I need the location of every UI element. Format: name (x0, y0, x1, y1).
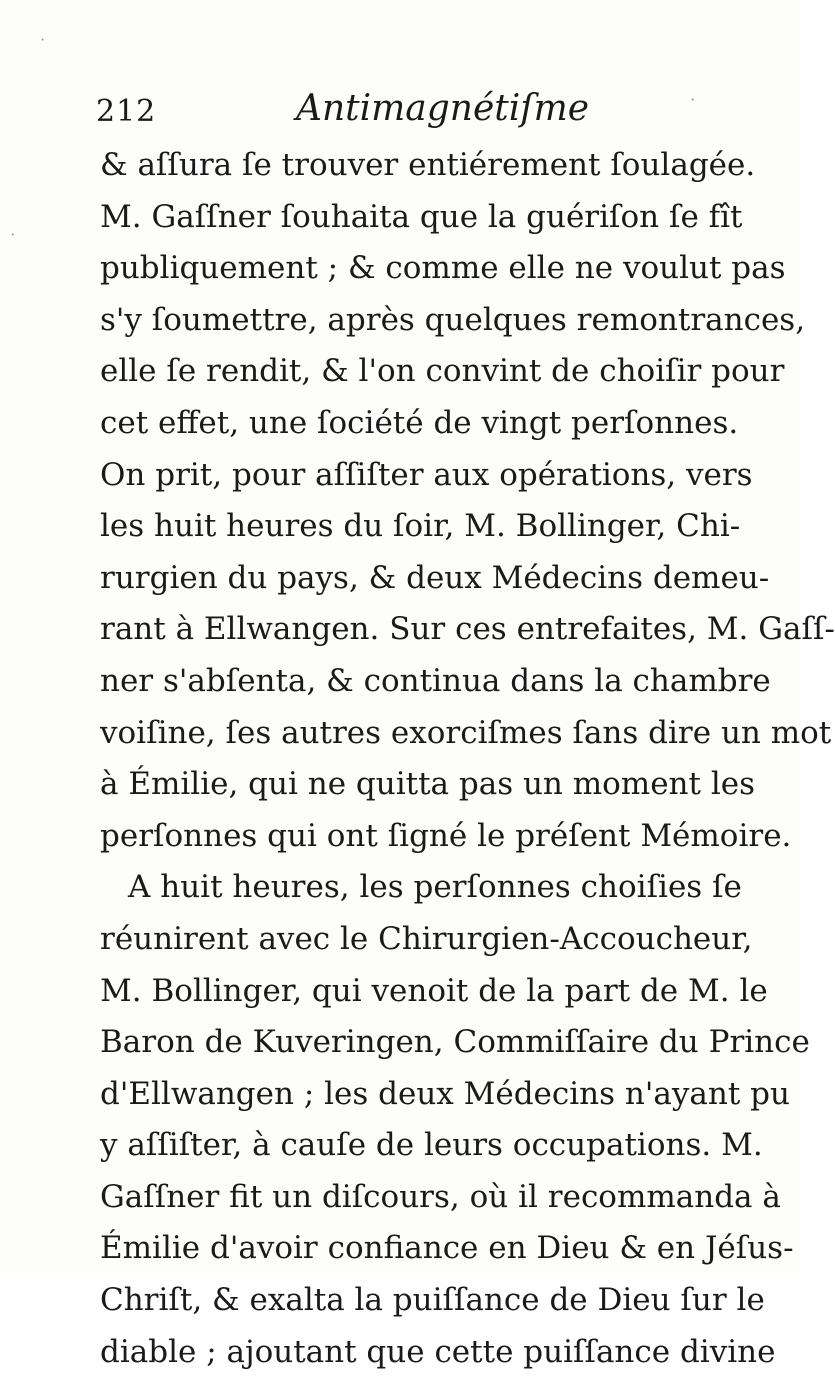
text-line: rant à Ellwangen. Sur ces entrefaites, M. Gaſſ- (100, 611, 835, 648)
text-line: Baron de Kuveringen, Commiſſaire du Prince (100, 1024, 810, 1061)
text-line: perſonnes qui ont ſigné le préſent Mémoire. (100, 817, 792, 854)
text-line: Émilie d'avoir confiance en Dieu & en Jéſus- (100, 1230, 794, 1267)
paper-speck: ⋅ (40, 30, 46, 49)
text-line: Gaſſner fit un diſcours, où il recommanda à (100, 1178, 781, 1215)
text-line: cet effet, une ſociété de vingt perſonnes. (100, 404, 739, 441)
page-header (96, 88, 736, 138)
text-line: rurgien du pays, & deux Médecins demeu- (100, 559, 770, 596)
text-line: M. Gaſſner ſouhaita que la guériſon ſe fît (100, 198, 743, 235)
paper-speck: ⋅ (10, 225, 16, 244)
text-line: publiquement ; & comme elle ne voulut pas (100, 250, 786, 287)
text-line: elle ſe rendit, & l'on convint de choiſir pour (100, 353, 785, 390)
paper-speck: ⋅ (690, 90, 696, 109)
text-line: diable ; ajoutant que cette puiſſance divine (100, 1333, 776, 1370)
text-line: On prit, pour aſſiſter aux opérations, vers (100, 456, 753, 493)
text-line: d'Ellwangen ; les deux Médecins n'ayant pu (100, 1075, 790, 1112)
text-line: M. Bollinger, qui venoit de la part de M. le (100, 972, 768, 1009)
text-line: Chriſt, & exalta la puiſſance de Dieu ſur le (100, 1282, 765, 1319)
body-text (100, 140, 835, 1378)
text-line: les huit heures du ſoir, M. Bollinger, Chi- (100, 508, 741, 545)
text-line-paragraph-start: A huit heures, les perſonnes choiſies ſe (128, 869, 742, 906)
text-line: voiſine, ſes autres exorciſmes ſans dire un mot (100, 714, 832, 751)
running-head: Antimagnétiſme (296, 88, 590, 129)
text-line: à Émilie, qui ne quitta pas un moment les (100, 766, 755, 803)
text-line: réunirent avec le Chirurgien-Accoucheur, (100, 920, 753, 957)
text-line: y aſſiſter, à cauſe de leurs occupations. M. (100, 1127, 763, 1164)
text-line: s'y ſoumettre, après quelques remontrances, (100, 301, 806, 338)
text-line: ner s'abſenta, & continua dans la chambre (100, 662, 771, 699)
page-number: 212 (96, 94, 157, 129)
text-line: & aſſura ſe trouver entiérement ſoulagée. (100, 147, 756, 183)
